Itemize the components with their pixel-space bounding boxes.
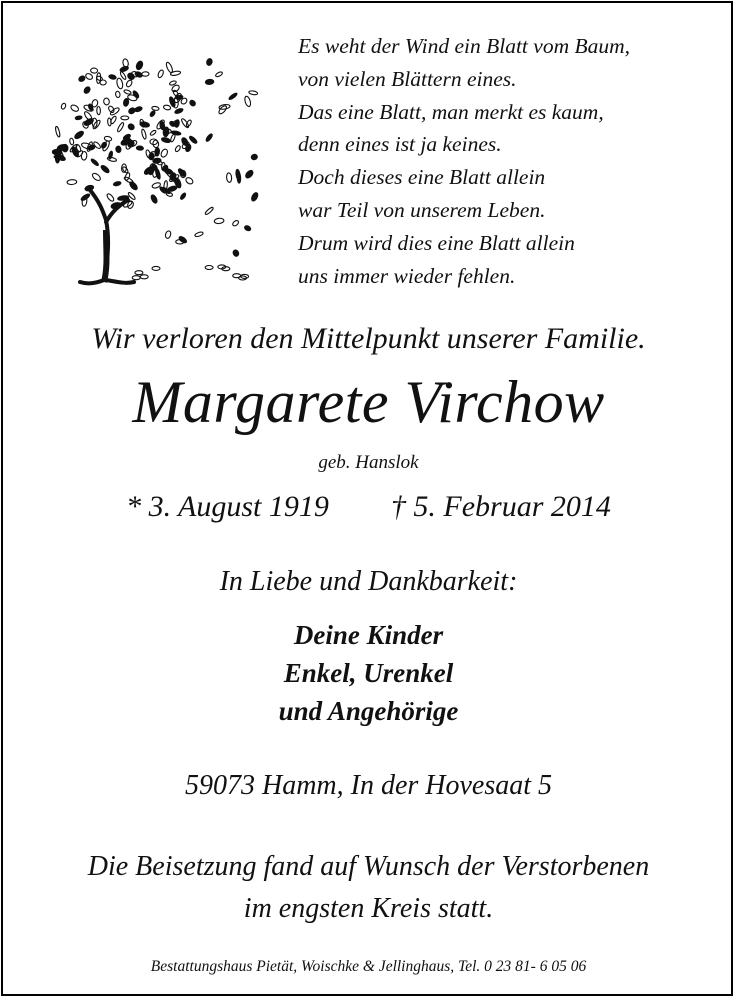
mourner-line: Enkel, Urenkel [283,658,454,688]
poem [298,30,728,292]
tree-with-blowing-leaves-icon [46,30,266,292]
notice-line: im engsten Kreis statt. [243,893,494,924]
death-date: † 5. Februar 2014 [390,490,611,523]
poem-line: Das eine Blatt, man merkt es kaum, [298,99,604,124]
poem-line: Drum wird dies eine Blatt allein [298,230,575,255]
poem-line: Es weht der Wind ein Blatt vom Baum, [298,34,631,58]
thanks-line: In Liebe und Dankbarkeit: [219,566,518,597]
poem-line: Doch dieses eine Blatt allein [298,165,546,190]
poem-line: war Teil von unserem Leben. [298,197,546,222]
address: 59073 Hamm, In der Hovesaat 5 [184,770,553,801]
burial-notice [0,846,737,930]
mourners [0,616,737,730]
birth-date: * 3. August 1919 [126,490,329,523]
mourner-line: Deine Kinder [293,620,444,650]
mourner-line: und Angehörige [278,696,459,726]
poem-line: uns immer wieder fehlen. [298,263,516,288]
funeral-home-footer: Bestattungshaus Pietät, Woischke & Jellinghaus, Tel. 0 23 81- 6 05 06 [150,958,587,975]
intro-text: Wir verloren den Mittelpunkt unserer Familie. [91,322,646,355]
poem-line: denn eines ist ja keines. [298,132,502,157]
life-dates [0,490,737,524]
deceased-name: Margarete Virchow [132,369,605,435]
notice-line: Die Beisetzung fand auf Wunsch der Verstorbenen [87,851,650,882]
poem-line: von vielen Blättern eines. [298,66,517,91]
birth-name: geb. Hanslok [318,452,419,473]
